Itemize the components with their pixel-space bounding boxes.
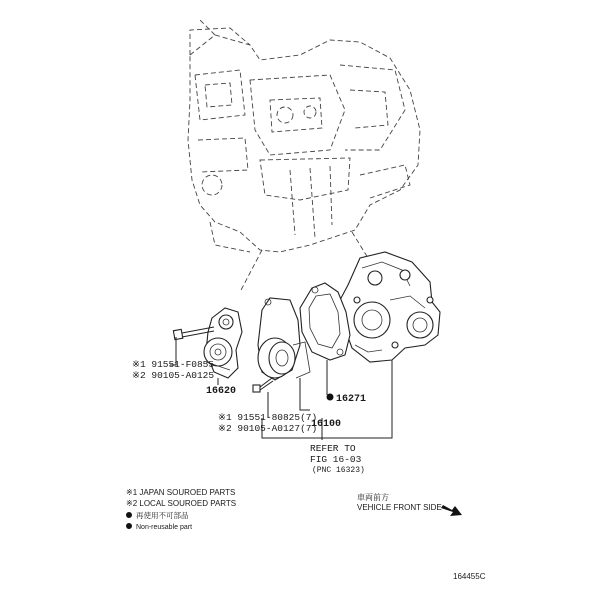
non-reusable-marker — [327, 394, 334, 401]
ref-line-2: FIG 16-03 — [310, 454, 362, 465]
pump-bolt — [253, 378, 273, 392]
callout-water-pump: 16100 — [311, 419, 342, 430]
direction-indicator — [357, 492, 462, 516]
legend-nonreusable-jp: 再使用不可部品 — [136, 511, 189, 520]
callout-bolt-japan: ※1 91551-F0855 — [132, 359, 215, 370]
callout-pump-bolt-local: ※2 90105-A0127(7) — [218, 423, 318, 434]
engine-to-tensioner-leader — [240, 250, 262, 292]
engine-block-outline — [188, 20, 420, 252]
callout-pump-bolt-japan: ※1 91551-80825(7) — [218, 412, 318, 423]
engine-to-pump-leader — [352, 232, 368, 258]
callout-gasket: 16271 — [336, 394, 367, 405]
ref-line-3: (PNC 16323) — [312, 466, 365, 475]
water-pump-housing — [340, 252, 440, 362]
front-arrow-icon — [441, 505, 462, 516]
direction-label-jp: 車両前方 — [357, 493, 389, 502]
direction-label-en: VEHICLE FRONT SIDE — [357, 503, 442, 512]
legend-local-parts: ※2 LOCAL SOUROED PARTS — [126, 499, 237, 508]
legend-nonreusable-en: Non-reusable part — [136, 524, 193, 531]
callout-bolt-local: ※2 90105-A0125 — [132, 370, 215, 381]
legend-marker-jp — [126, 512, 132, 518]
ref-line-1: REFER TO — [310, 443, 356, 454]
callout-tensioner: 16620 — [206, 386, 237, 397]
figure-id: 164455C — [453, 572, 486, 581]
legend-japan-parts: ※1 JAPAN SOUROED PARTS — [126, 488, 236, 497]
legend-marker-en — [126, 523, 132, 529]
legend — [126, 488, 236, 531]
